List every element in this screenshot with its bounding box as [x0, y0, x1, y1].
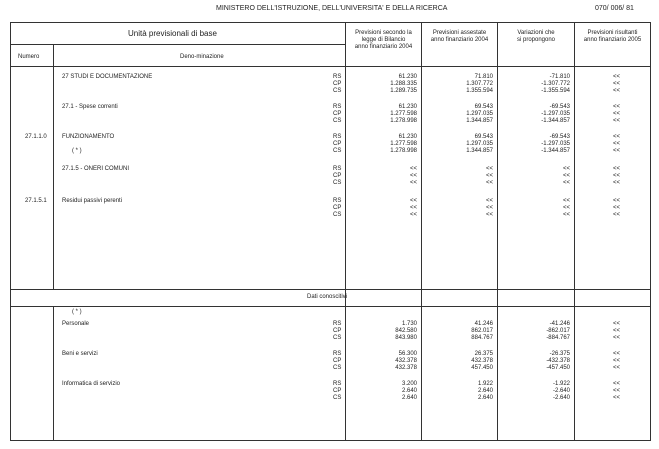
table-left-border: [10, 22, 11, 440]
col1-header: Previsioni secondo la legge di Bilancio anno finanziario 2004: [354, 30, 413, 50]
col1-value: 2.640: [401, 388, 417, 394]
row-type: CS: [333, 335, 342, 341]
col4-value: <<: [613, 134, 621, 140]
col4-value: <<: [613, 81, 621, 87]
col1-value: <<: [409, 212, 417, 218]
col2-value: 1.344.857: [466, 148, 493, 154]
dati-title: Dati conoscitivi: [307, 294, 348, 300]
col3-value: -2.640: [552, 395, 570, 401]
row-denominazione: 27 STUDI E DOCUMENTAZIONE: [62, 74, 153, 80]
col2-value: <<: [485, 212, 493, 218]
col4-value: <<: [613, 395, 621, 401]
col1-value: 1.730: [401, 321, 417, 327]
col2-value: 69.543: [474, 134, 493, 140]
dati-bottom-border: [10, 306, 651, 307]
row-denominazione: 27.1.5 - ONERI COMUNI: [62, 166, 130, 172]
table-right-border: [650, 22, 651, 440]
col4-value: <<: [613, 381, 621, 387]
col2-value: 2.640: [477, 388, 493, 394]
col1-value: 1.278.998: [390, 148, 417, 154]
row-type: CP: [333, 358, 342, 364]
col3-value: -1.922: [552, 381, 570, 387]
col1-value: <<: [409, 180, 417, 186]
col2-value: 1.922: [477, 381, 493, 387]
col4-value: <<: [613, 173, 621, 179]
dati-note: ( * ): [72, 309, 82, 315]
col4-value: <<: [613, 335, 621, 341]
col4-value: <<: [613, 365, 621, 371]
col4-value: <<: [613, 88, 621, 94]
col3-value: -69.543: [549, 134, 570, 140]
row-type: CP: [333, 111, 342, 117]
col2-value: 41.246: [474, 321, 493, 327]
col3-value: -432.378: [546, 358, 570, 364]
row-type: CS: [333, 180, 342, 186]
col4-value: <<: [613, 328, 621, 334]
table-bottom-border: [10, 440, 651, 441]
header-bottom-border: [10, 66, 651, 67]
col2-value: 884.767: [471, 335, 493, 341]
col2-value: 457.450: [471, 365, 493, 371]
col3-value: <<: [562, 180, 570, 186]
col1-value: 1.288.335: [390, 81, 417, 87]
col4-header: Previsioni risultanti anno finanziario 2005: [583, 30, 642, 43]
col2-value: <<: [485, 166, 493, 172]
col4-value: <<: [613, 205, 621, 211]
row-type: CS: [333, 395, 342, 401]
row-type: RS: [333, 134, 342, 140]
table-top-border: [10, 22, 651, 23]
col2-value: 69.543: [474, 104, 493, 110]
row-type: CS: [333, 118, 342, 124]
col2-value: 1.297.035: [466, 141, 493, 147]
col2-value: <<: [485, 173, 493, 179]
col4-value: <<: [613, 358, 621, 364]
row-type: CS: [333, 212, 342, 218]
col4-value: <<: [613, 111, 621, 117]
col1-value: 1.278.998: [390, 118, 417, 124]
col4-value: <<: [613, 212, 621, 218]
row-type: CP: [333, 173, 342, 179]
col1-value: 432.378: [395, 358, 417, 364]
col4-value: <<: [613, 321, 621, 327]
col4-value: <<: [613, 180, 621, 186]
col4-value: <<: [613, 141, 621, 147]
row-type: CS: [333, 88, 342, 94]
col3-value: -457.450: [546, 365, 570, 371]
col2-value: 862.017: [471, 328, 493, 334]
col1-value: 1.277.598: [390, 141, 417, 147]
col2-value: 1.355.594: [466, 88, 493, 94]
col2-value: 432.378: [471, 358, 493, 364]
row-type: RS: [333, 166, 342, 172]
col1-value: 2.640: [401, 395, 417, 401]
denominazione-header: Deno-minazione: [180, 54, 224, 60]
row-denominazione: Residui passivi perenti: [62, 198, 123, 204]
numero-header: Numero: [18, 54, 40, 60]
unita-header-divider: [10, 44, 345, 45]
row-numero: 27.1.1.0: [25, 134, 47, 140]
page-code: 070/ 006/ 81: [595, 5, 634, 12]
col4-value: <<: [613, 74, 621, 80]
col2-value: 2.640: [477, 395, 493, 401]
col3-value: <<: [562, 173, 570, 179]
row-denominazione: Beni e servizi: [62, 351, 98, 357]
col1-value: 1.289.735: [390, 88, 417, 94]
row-denominazione: Informatica di servizio: [62, 381, 121, 387]
col3-header: Variazioni che si propongono: [516, 30, 556, 43]
col4-value: <<: [613, 104, 621, 110]
numero-divider: [53, 44, 54, 289]
col1-value: 432.378: [395, 365, 417, 371]
col1-value: 843.980: [395, 335, 417, 341]
col4-value: <<: [613, 198, 621, 204]
col3-value: -1.297.035: [541, 141, 570, 147]
row-denominazione: Personale: [62, 321, 90, 327]
row-denominazione: 27.1 - Spese correnti: [62, 104, 118, 110]
numero-divider-lower: [53, 306, 54, 440]
col3-value: -862.017: [546, 328, 570, 334]
row-type: CP: [333, 141, 342, 147]
dati-top-border: [10, 289, 651, 290]
row-type: CP: [333, 205, 342, 211]
col2-value: <<: [485, 198, 493, 204]
col3-value: <<: [562, 205, 570, 211]
col1-value: 3.200: [401, 381, 417, 387]
col3-value: -1.344.857: [541, 118, 570, 124]
col3-value: -1.344.857: [541, 148, 570, 154]
col4-divider: [574, 22, 575, 440]
row-numero: 27.1.5.1: [25, 198, 47, 204]
row-type: CS: [333, 148, 342, 154]
row-type: RS: [333, 381, 342, 387]
col4-value: <<: [613, 388, 621, 394]
col3-value: -1.297.035: [541, 111, 570, 117]
col2-value: 71.810: [474, 74, 493, 80]
col1-value: 61.230: [398, 104, 417, 110]
row-type: CP: [333, 388, 342, 394]
col1-value: <<: [409, 173, 417, 179]
ministry-heading: MINISTERO DELL'ISTRUZIONE, DELL'UNIVERSITA' E DELLA RICERCA: [216, 5, 448, 12]
col3-value: <<: [562, 166, 570, 172]
col3-value: -41.246: [549, 321, 570, 327]
row-type: CP: [333, 328, 342, 334]
col3-value: -1.307.772: [541, 81, 570, 87]
col3-value: <<: [562, 198, 570, 204]
row-type: RS: [333, 104, 342, 110]
col1-value: <<: [409, 198, 417, 204]
col4-value: <<: [613, 118, 621, 124]
col4-value: <<: [613, 351, 621, 357]
col1-value: <<: [409, 166, 417, 172]
col1-value: 61.230: [398, 134, 417, 140]
row-type: RS: [333, 74, 342, 80]
col2-value: <<: [485, 205, 493, 211]
col1-value: <<: [409, 205, 417, 211]
col4-value: <<: [613, 166, 621, 172]
col2-value: 1.297.035: [466, 111, 493, 117]
col1-value: 842.580: [395, 328, 417, 334]
col2-header: Previsioni assestate anno finanziario 2004: [430, 30, 489, 43]
col2-value: 1.344.857: [466, 118, 493, 124]
col2-value: 26.375: [474, 351, 493, 357]
col2-value: 1.307.772: [466, 81, 493, 87]
col4-value: <<: [613, 148, 621, 154]
col2-value: <<: [485, 180, 493, 186]
row-type: CP: [333, 81, 342, 87]
row-note: ( * ): [72, 148, 82, 154]
col1-value: 56.300: [398, 351, 417, 357]
row-denominazione: FUNZIONAMENTO: [62, 134, 115, 140]
col3-value: -26.375: [549, 351, 570, 357]
col3-value: -69.543: [549, 104, 570, 110]
col1-value: 1.277.598: [390, 111, 417, 117]
col3-value: -884.767: [546, 335, 570, 341]
col3-value: <<: [562, 212, 570, 218]
col3-value: -2.640: [552, 388, 570, 394]
col3-value: -1.355.594: [541, 88, 570, 94]
row-type: CS: [333, 365, 342, 371]
row-type: RS: [333, 321, 342, 327]
col1-value: 61.230: [398, 74, 417, 80]
unita-title: Unità previsionali di base: [128, 29, 217, 38]
row-type: RS: [333, 351, 342, 357]
row-type: RS: [333, 198, 342, 204]
col3-value: -71.810: [549, 74, 570, 80]
